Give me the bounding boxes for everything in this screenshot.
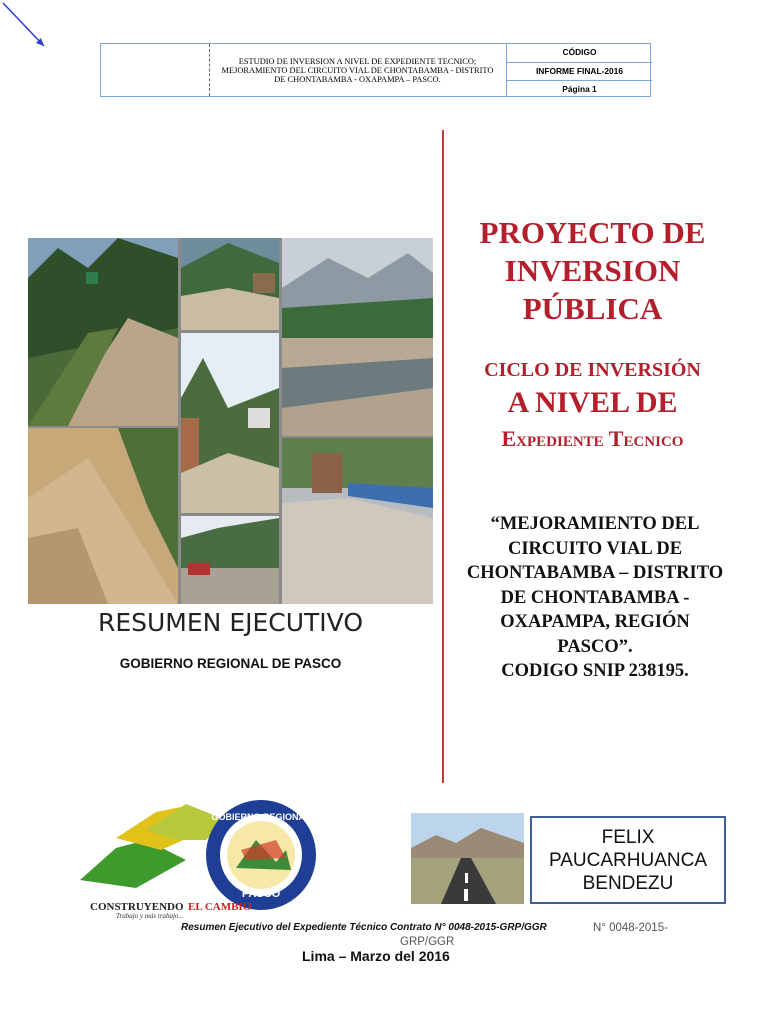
photo-landslide bbox=[28, 428, 178, 604]
logo-slogan-part2: EL CAMBIO bbox=[188, 901, 252, 913]
project-line6: PASCO”. bbox=[557, 636, 633, 657]
logo-ring-top: GOBIERNO REGIONAL bbox=[211, 812, 311, 822]
header-code-label: CÓDIGO bbox=[507, 44, 652, 63]
cycle-line3: Expediente Tecnico bbox=[501, 426, 684, 451]
header-code-cell bbox=[507, 44, 652, 96]
project-line2: CIRCUITO VIAL DE bbox=[507, 538, 683, 559]
photo-street bbox=[181, 333, 279, 513]
header-logo-cell bbox=[101, 44, 210, 96]
logo-slogan-part1: CONSTRUYENDO bbox=[90, 901, 184, 913]
collage-photos bbox=[28, 238, 433, 604]
header-page-number: Página 1 bbox=[562, 84, 597, 95]
government-name: GOBIERNO REGIONAL DE PASCO bbox=[119, 656, 342, 671]
project-name bbox=[451, 512, 739, 684]
header-study-title: ESTUDIO DE INVERSION A NIVEL DE EXPEDIENTE TECNICO; MEJORAMIENTO DEL CIRCUITO VIAL DE CHONTABAMBA - DISTRITO DE CHONTABAMBA - OXAPAMPA – PASCO. bbox=[209, 44, 507, 96]
footer-contract: Resumen Ejecutivo del Expediente Técnico Contrato N° 0048-2015-GRP/GGR bbox=[181, 922, 547, 933]
road-photo bbox=[411, 813, 524, 904]
footer-overflow-text2: GRP/GGR bbox=[400, 936, 455, 948]
project-line4: DE CHONTABAMBA - bbox=[500, 587, 690, 608]
photo-dirt-road bbox=[28, 238, 178, 426]
author-box bbox=[530, 816, 726, 904]
cover-title-line1: PROYECTO DE bbox=[479, 215, 706, 250]
photo-bridge bbox=[282, 438, 433, 604]
header-code-value: INFORME FINAL-2016 bbox=[507, 63, 652, 82]
corner-arrow-icon bbox=[0, 0, 50, 52]
logo-ring-bottom: PASCO bbox=[241, 888, 281, 900]
footer-overflow-text1: N° 0048-2015- bbox=[593, 922, 668, 934]
vertical-divider bbox=[442, 130, 444, 783]
gobierno-regional-pasco-logo bbox=[76, 800, 316, 920]
cover-title bbox=[455, 214, 730, 328]
photo-town-road bbox=[181, 238, 279, 330]
project-line5: OXAPAMPA, REGIÓN bbox=[500, 612, 690, 632]
author-line2: PAUCARHUANCA bbox=[548, 849, 707, 871]
summary-title: RESUMEN EJECUTIVO bbox=[97, 608, 364, 637]
project-line3: CHONTABAMBA – DISTRITO bbox=[466, 563, 724, 583]
photo-street-cars bbox=[181, 516, 279, 604]
photo-collage bbox=[28, 238, 433, 604]
header-table bbox=[100, 43, 651, 97]
project-snip-code: CODIGO SNIP 238195. bbox=[501, 661, 689, 681]
author-line3: BENDEZU bbox=[582, 872, 674, 894]
cycle-line1: CICLO DE INVERSIÓN bbox=[484, 359, 701, 381]
footer-place-date: Lima – Marzo del 2016 bbox=[302, 948, 450, 964]
cycle-line2: A NIVEL DE bbox=[507, 386, 678, 419]
photo-river bbox=[282, 238, 433, 436]
project-line1: “MEJORAMIENTO DEL bbox=[490, 514, 700, 534]
cover-title-line3: PÚBLICA bbox=[522, 291, 663, 326]
cover-title-line2: INVERSION bbox=[504, 253, 681, 288]
logo-tagline: Trabajo y más trabajo... bbox=[116, 912, 184, 920]
author-line1: FELIX bbox=[601, 826, 655, 848]
